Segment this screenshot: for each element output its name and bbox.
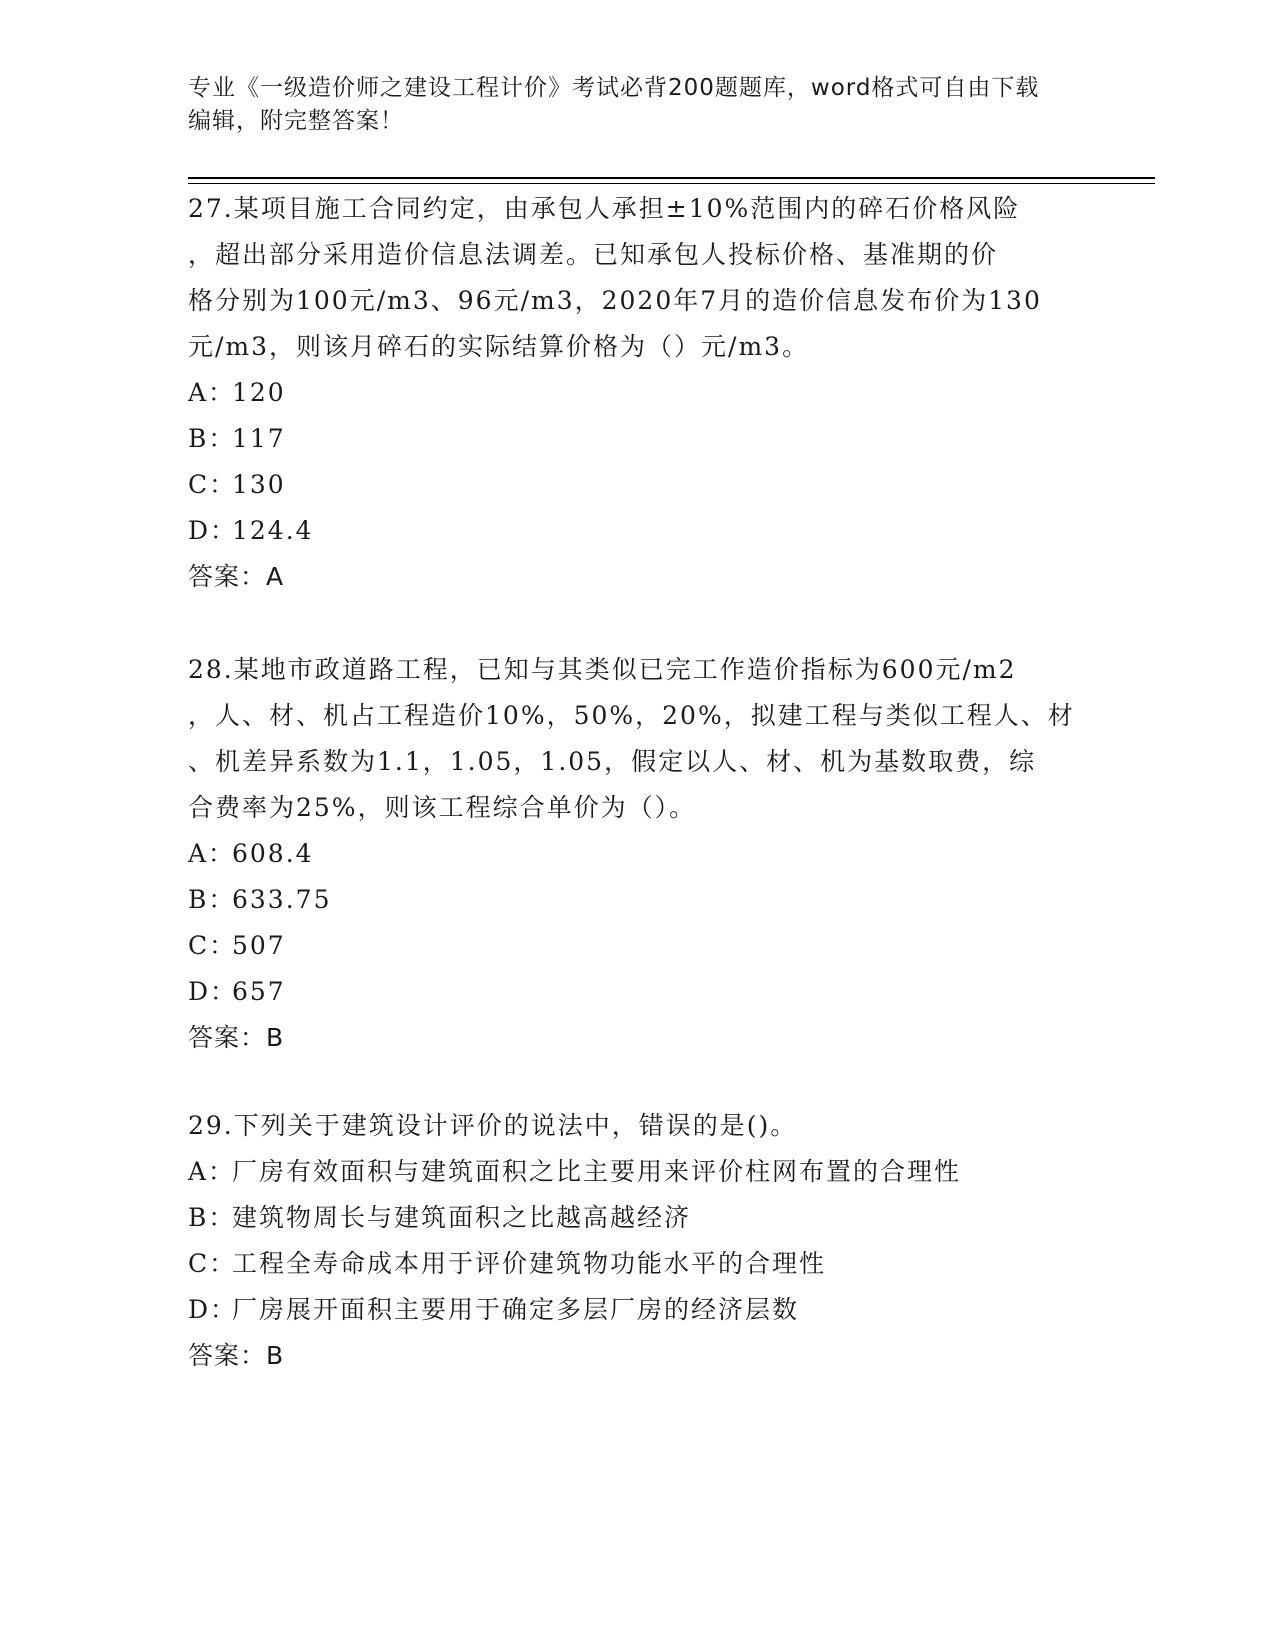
- option-text: 117: [232, 424, 286, 453]
- option-a: [188, 1149, 1088, 1195]
- option-text: 120: [232, 378, 286, 407]
- option-a: [188, 370, 1088, 416]
- option-b: [188, 1195, 1088, 1241]
- option-text: 建筑物周长与建筑面积之比越高越经济: [232, 1203, 692, 1232]
- header-divider-thin: [188, 183, 1155, 184]
- option-letter: A：: [188, 839, 236, 868]
- option-text: 工程全寿命成本用于评价建筑物功能水平的合理性: [232, 1249, 827, 1278]
- option-text: 608.4: [232, 839, 314, 868]
- option-letter: A：: [188, 1157, 236, 1186]
- question-text-line: 27.某项目施工合同约定，由承包人承担±10%范围内的碎石价格风险: [188, 194, 1021, 223]
- option-a: [188, 831, 1088, 877]
- question-text-line: 29.下列关于建筑设计评价的说法中，错误的是()。: [188, 1111, 798, 1140]
- option-d: [188, 508, 1088, 554]
- option-b: [188, 877, 1088, 923]
- option-text: 633.75: [232, 885, 332, 914]
- option-letter: B：: [188, 885, 236, 914]
- answer-label: 答案：A: [188, 562, 285, 591]
- question-text-line: ，人、材、机占工程造价10%，50%，20%，拟建工程与类似工程人、材: [188, 701, 1075, 730]
- header-divider-thick: [188, 177, 1155, 179]
- option-letter: C：: [188, 931, 237, 960]
- question-28: [188, 647, 1088, 1061]
- question-text-line: 、机差异系数为1.1，1.05，1.05，假定以人、材、机为基数取费，综: [188, 747, 1037, 776]
- answer-label: 答案：B: [188, 1341, 285, 1370]
- question-27: [188, 186, 1088, 600]
- question-29: [188, 1103, 1088, 1379]
- question-text-line: ，超出部分采用造价信息法调差。已知承包人投标价格、基准期的价: [188, 240, 999, 269]
- option-c: [188, 462, 1088, 508]
- option-text: 厂房有效面积与建筑面积之比主要用来评价柱网布置的合理性: [232, 1157, 962, 1186]
- option-letter: B：: [188, 1203, 236, 1232]
- option-letter: A：: [188, 378, 236, 407]
- document-header: [188, 72, 1088, 138]
- answer-label: 答案：B: [188, 1023, 285, 1052]
- option-letter: D：: [188, 977, 238, 1006]
- option-letter: D：: [188, 516, 238, 545]
- option-d: [188, 1287, 1088, 1333]
- option-text: 130: [232, 470, 286, 499]
- option-letter: C：: [188, 1249, 237, 1278]
- option-letter: C：: [188, 470, 237, 499]
- question-text-line: 28.某地市政道路工程，已知与其类似已完工作造价指标为600元/m2: [188, 655, 1017, 684]
- option-letter: B：: [188, 424, 236, 453]
- option-d: [188, 969, 1088, 1015]
- header-line-1: 专业《一级造价师之建设工程计价》考试必背200题题库，word格式可自由下载: [188, 75, 1040, 101]
- option-text: 507: [232, 931, 286, 960]
- question-text-line: 格分别为100元/m3、96元/m3，2020年7月的造价信息发布价为130: [188, 286, 1042, 315]
- option-text: 厂房展开面积主要用于确定多层厂房的经济层数: [232, 1295, 800, 1324]
- header-line-2: 编辑，附完整答案！: [188, 108, 404, 134]
- option-letter: D：: [188, 1295, 238, 1324]
- option-c: [188, 923, 1088, 969]
- question-text-line: 元/m3，则该月碎石的实际结算价格为（）元/m3。: [188, 332, 810, 361]
- option-c: [188, 1241, 1088, 1287]
- option-b: [188, 416, 1088, 462]
- question-text-line: 合费率为25%，则该工程综合单价为（）。: [188, 793, 697, 822]
- option-text: 657: [232, 977, 286, 1006]
- option-text: 124.4: [232, 516, 314, 545]
